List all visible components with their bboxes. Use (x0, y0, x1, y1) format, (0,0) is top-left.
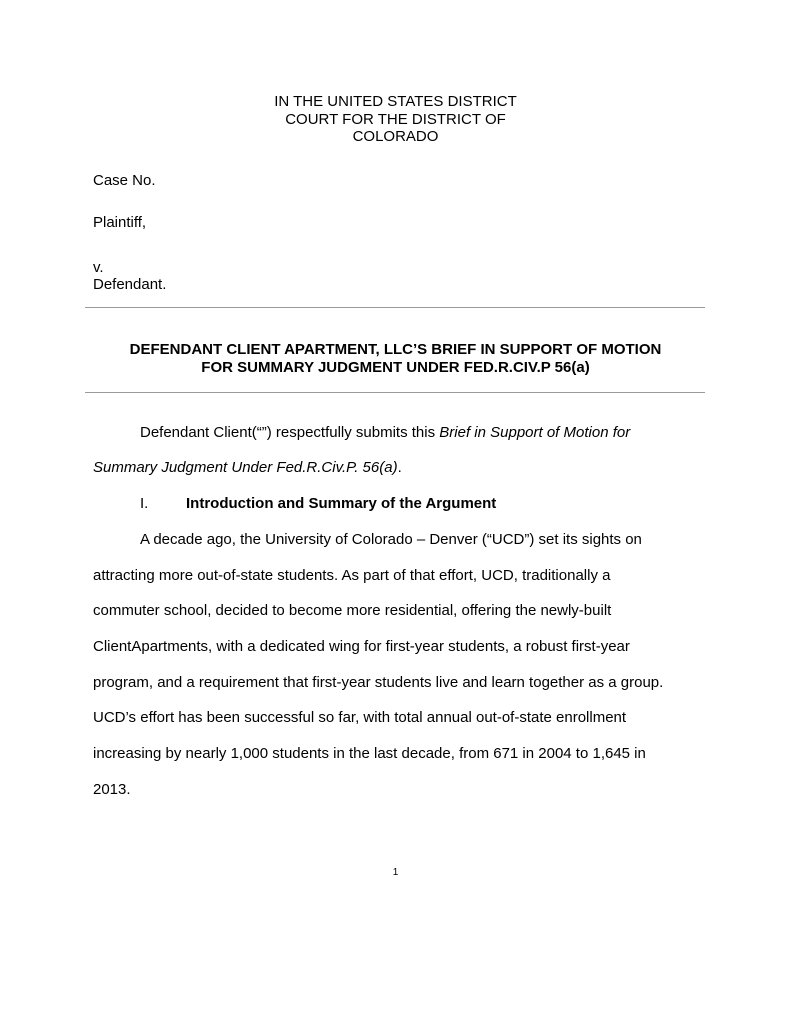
intro-italic-title-part-2: Summary Judgment Under Fed.R.Civ.P. 56(a) (93, 459, 398, 476)
intro-line-2 (93, 459, 402, 477)
paragraph-line-5: program, and a requirement that first-year students live and learn together as a group. (93, 674, 664, 691)
case-number: Case No. (93, 172, 156, 189)
paragraph-line-8: 2013. (93, 781, 131, 798)
page-number: 1 (392, 867, 399, 878)
paragraph-line-7: increasing by nearly 1,000 students in the last decade, from 671 in 2004 to 1,645 in (93, 745, 646, 762)
intro-italic-title-part-1: Brief in Support of Motion for (439, 424, 631, 441)
paragraph-line-6: UCD’s effort has been successful so far, with total annual out-of-state enrollment (93, 709, 627, 726)
paragraph-line-4: ClientApartments, with a dedicated wing for first-year students, a robust first-year (93, 638, 630, 655)
paragraph-line-2: attracting more out-of-state students. As part of that effort, UCD, traditionally a (93, 567, 611, 584)
brief-title-line-1: DEFENDANT CLIENT APARTMENT, LLC’S BRIEF IN SUPPORT OF MOTION (129, 341, 662, 358)
brief-title (0, 341, 791, 376)
court-header-line-1: IN THE UNITED STATES DISTRICT (274, 93, 517, 110)
paragraph-line-3: commuter school, decided to become more residential, offering the newly-built (93, 602, 612, 619)
court-header-line-3: COLORADO (352, 128, 439, 145)
defendant-label: Defendant. (93, 276, 167, 293)
section-heading: Introduction and Summary of the Argument (186, 495, 497, 512)
section-number: I. (140, 495, 149, 512)
court-header (0, 93, 791, 146)
divider-bottom (85, 392, 705, 393)
divider-top (85, 307, 705, 308)
plaintiff-label: Plaintiff, (93, 214, 147, 231)
intro-period: . (397, 459, 402, 476)
intro-line-1 (140, 424, 630, 442)
paragraph-line-1: A decade ago, the University of Colorado – Denver (“UCD”) set its sights on (140, 531, 642, 548)
court-header-line-2: COURT FOR THE DISTRICT OF (285, 110, 506, 128)
versus-label: v. (93, 259, 104, 276)
brief-title-line-2: FOR SUMMARY JUDGMENT UNDER FED.R.CIV.P 56(a) (201, 358, 590, 376)
intro-plain-text: Defendant Client(“”) respectfully submits this (140, 424, 440, 441)
